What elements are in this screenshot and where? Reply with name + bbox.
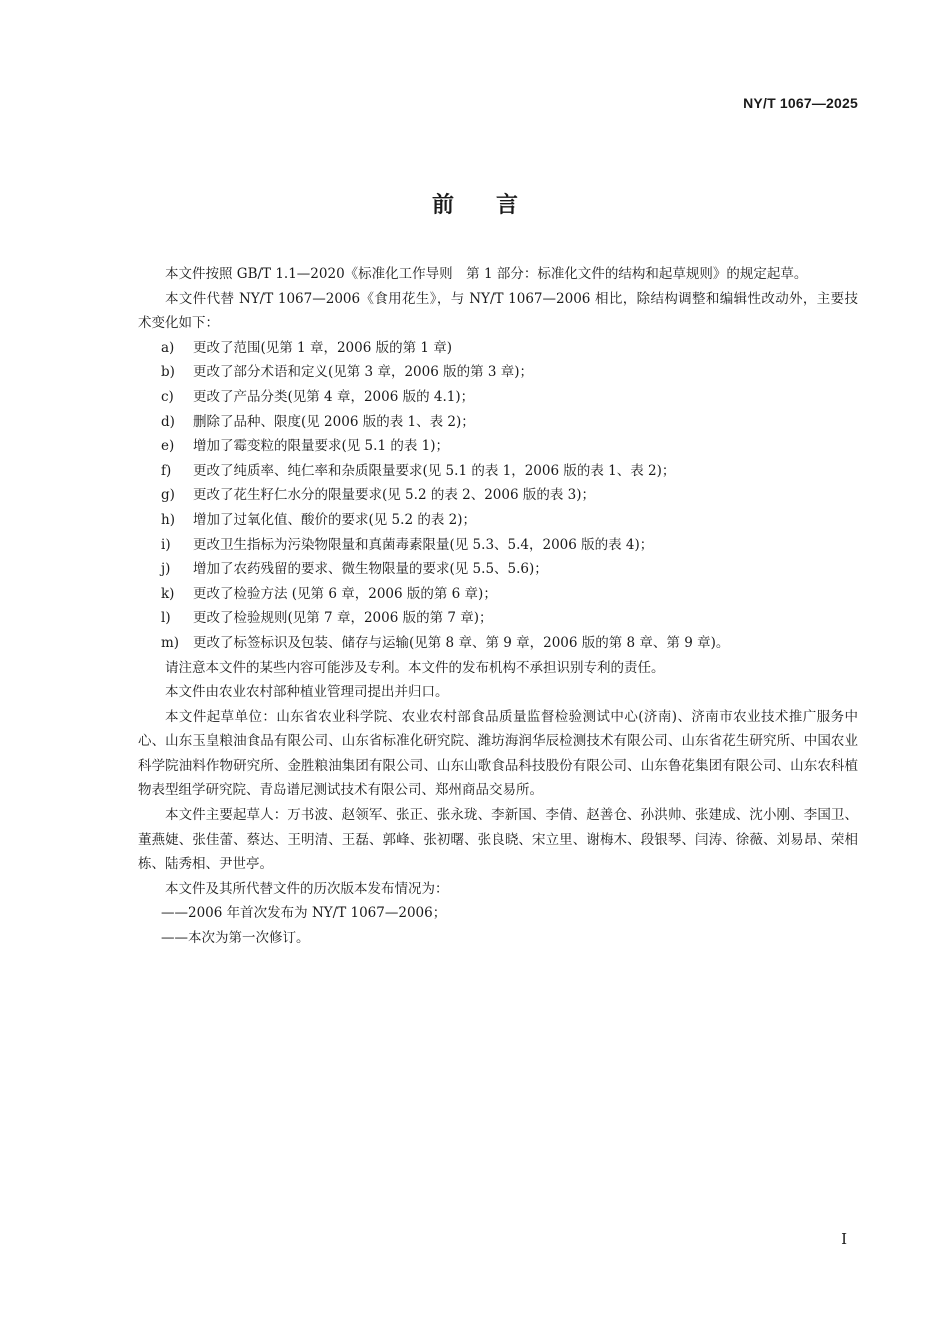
list-item-text: 更改了检验规则(见第 7 章，2006 版的第 7 章)； bbox=[193, 610, 493, 627]
list-marker: g) bbox=[161, 487, 175, 504]
list-item bbox=[138, 410, 858, 435]
list-item bbox=[138, 385, 858, 410]
page-number: I bbox=[841, 1230, 847, 1248]
list-item-text: 增加了过氧化值、酸价的要求(见 5.2 的表 2)； bbox=[193, 511, 476, 528]
changes-list bbox=[138, 336, 858, 656]
list-item-text: 更改了标签标识及包装、储存与运输(见第 8 章、第 9 章，2006 版的第 8 章、第 9 章)。 bbox=[193, 634, 730, 651]
list-marker: a) bbox=[161, 339, 175, 356]
list-marker: f) bbox=[161, 462, 172, 479]
list-item-text: 更改了范围(见第 1 章，2006 版的第 1 章) bbox=[193, 339, 453, 356]
list-item bbox=[138, 631, 858, 656]
foreword-body bbox=[138, 262, 858, 951]
drafting-units: 本文件起草单位：山东省农业科学院、农业农村部食品质量监督检验测试中心(济南)、济南市农业技术推广服务中心、山东玉皇粮油食品有限公司、山东省标准化研究院、潍坊海润华辰检测技术有限公司、山东省花生研究所、中国农业科学院油料作物研究所、金胜粮油集团有限公司、山东山歌食品科技股份有限公司、山东鲁花集团有限公司、山东农科植物表型组学研究院、青岛谱尼测试技术有限公司、郑州商品交易所。 bbox=[138, 708, 858, 799]
history-intro: 本文件及其所代替文件的历次版本发布情况为： bbox=[165, 880, 449, 897]
list-marker: c) bbox=[161, 388, 174, 405]
list-marker: h) bbox=[161, 511, 175, 528]
list-marker: l) bbox=[161, 610, 171, 627]
list-item-text: 增加了霉变粒的限量要求(见 5.1 的表 1)； bbox=[193, 438, 449, 455]
list-item bbox=[138, 582, 858, 607]
list-item bbox=[138, 434, 858, 459]
paragraph-replacement: 本文件代替 NY/T 1067—2006《食用花生》，与 NY/T 1067—2006 相比，除结构调整和编辑性改动外，主要技术变化如下： bbox=[138, 290, 858, 332]
document-code: NY/T 1067—2025 bbox=[743, 95, 858, 111]
list-marker: m) bbox=[161, 634, 180, 651]
list-item-text: 更改了产品分类(见第 4 章，2006 版的 4.1)； bbox=[193, 388, 475, 405]
list-item-text: 更改了纯质率、纯仁率和杂质限量要求(见 5.1 的表 1，2006 版的表 1、表 2)； bbox=[193, 462, 676, 479]
list-item-text: 更改了检验方法 (见第 6 章，2006 版的第 6 章)； bbox=[193, 585, 497, 602]
list-marker: k) bbox=[161, 585, 175, 602]
list-marker: i) bbox=[161, 536, 171, 553]
list-marker: j) bbox=[161, 561, 171, 578]
list-item bbox=[138, 606, 858, 631]
list-item bbox=[138, 336, 858, 361]
drafters: 本文件主要起草人：万书波、赵领军、张正、张永珑、李新国、李倩、赵善仓、孙洪帅、张建成、沈小刚、李国卫、董燕婕、张佳蕾、蔡达、王明清、王磊、郭峰、张初曙、张良晓、宋立里、谢梅木、段银琴、闫涛、徐薇、刘易昂、荣相栋、陆秀相、尹世亭。 bbox=[138, 807, 858, 873]
list-marker: b) bbox=[161, 364, 175, 381]
history-item: ——2006 年首次发布为 NY/T 1067—2006； bbox=[161, 905, 447, 922]
list-item-text: 增加了农药残留的要求、微生物限量的要求(见 5.5、5.6)； bbox=[193, 561, 548, 578]
patent-notice: 请注意本文件的某些内容可能涉及专利。本文件的发布机构不承担识别专利的责任。 bbox=[165, 659, 665, 676]
list-item bbox=[138, 360, 858, 385]
paragraph-drafting-rules: 本文件按照 GB/T 1.1—2020《标准化工作导则 第 1 部分：标准化文件的结构和起草规则》的规定起草。 bbox=[165, 266, 808, 282]
list-item-text: 删除了品种、限度(见 2006 版的表 1、表 2)； bbox=[193, 413, 475, 430]
history-item: ——本次为第一次修订。 bbox=[161, 930, 310, 947]
page-title: 前言 bbox=[431, 193, 560, 218]
list-marker: e) bbox=[161, 438, 175, 455]
list-item bbox=[138, 508, 858, 533]
list-item bbox=[138, 459, 858, 484]
list-item bbox=[138, 533, 858, 558]
list-item bbox=[138, 483, 858, 508]
proposer-notice: 本文件由农业农村部种植业管理司提出并归口。 bbox=[165, 684, 449, 701]
list-item-text: 更改了部分术语和定义(见第 3 章，2006 版的第 3 章)； bbox=[193, 364, 534, 381]
list-marker: d) bbox=[161, 413, 175, 430]
list-item-text: 更改卫生指标为污染物限量和真菌毒素限量(见 5.3、5.4，2006 版的表 4)； bbox=[193, 536, 654, 553]
list-item bbox=[138, 557, 858, 582]
list-item-text: 更改了花生籽仁水分的限量要求(见 5.2 的表 2、2006 版的表 3)； bbox=[193, 487, 595, 504]
